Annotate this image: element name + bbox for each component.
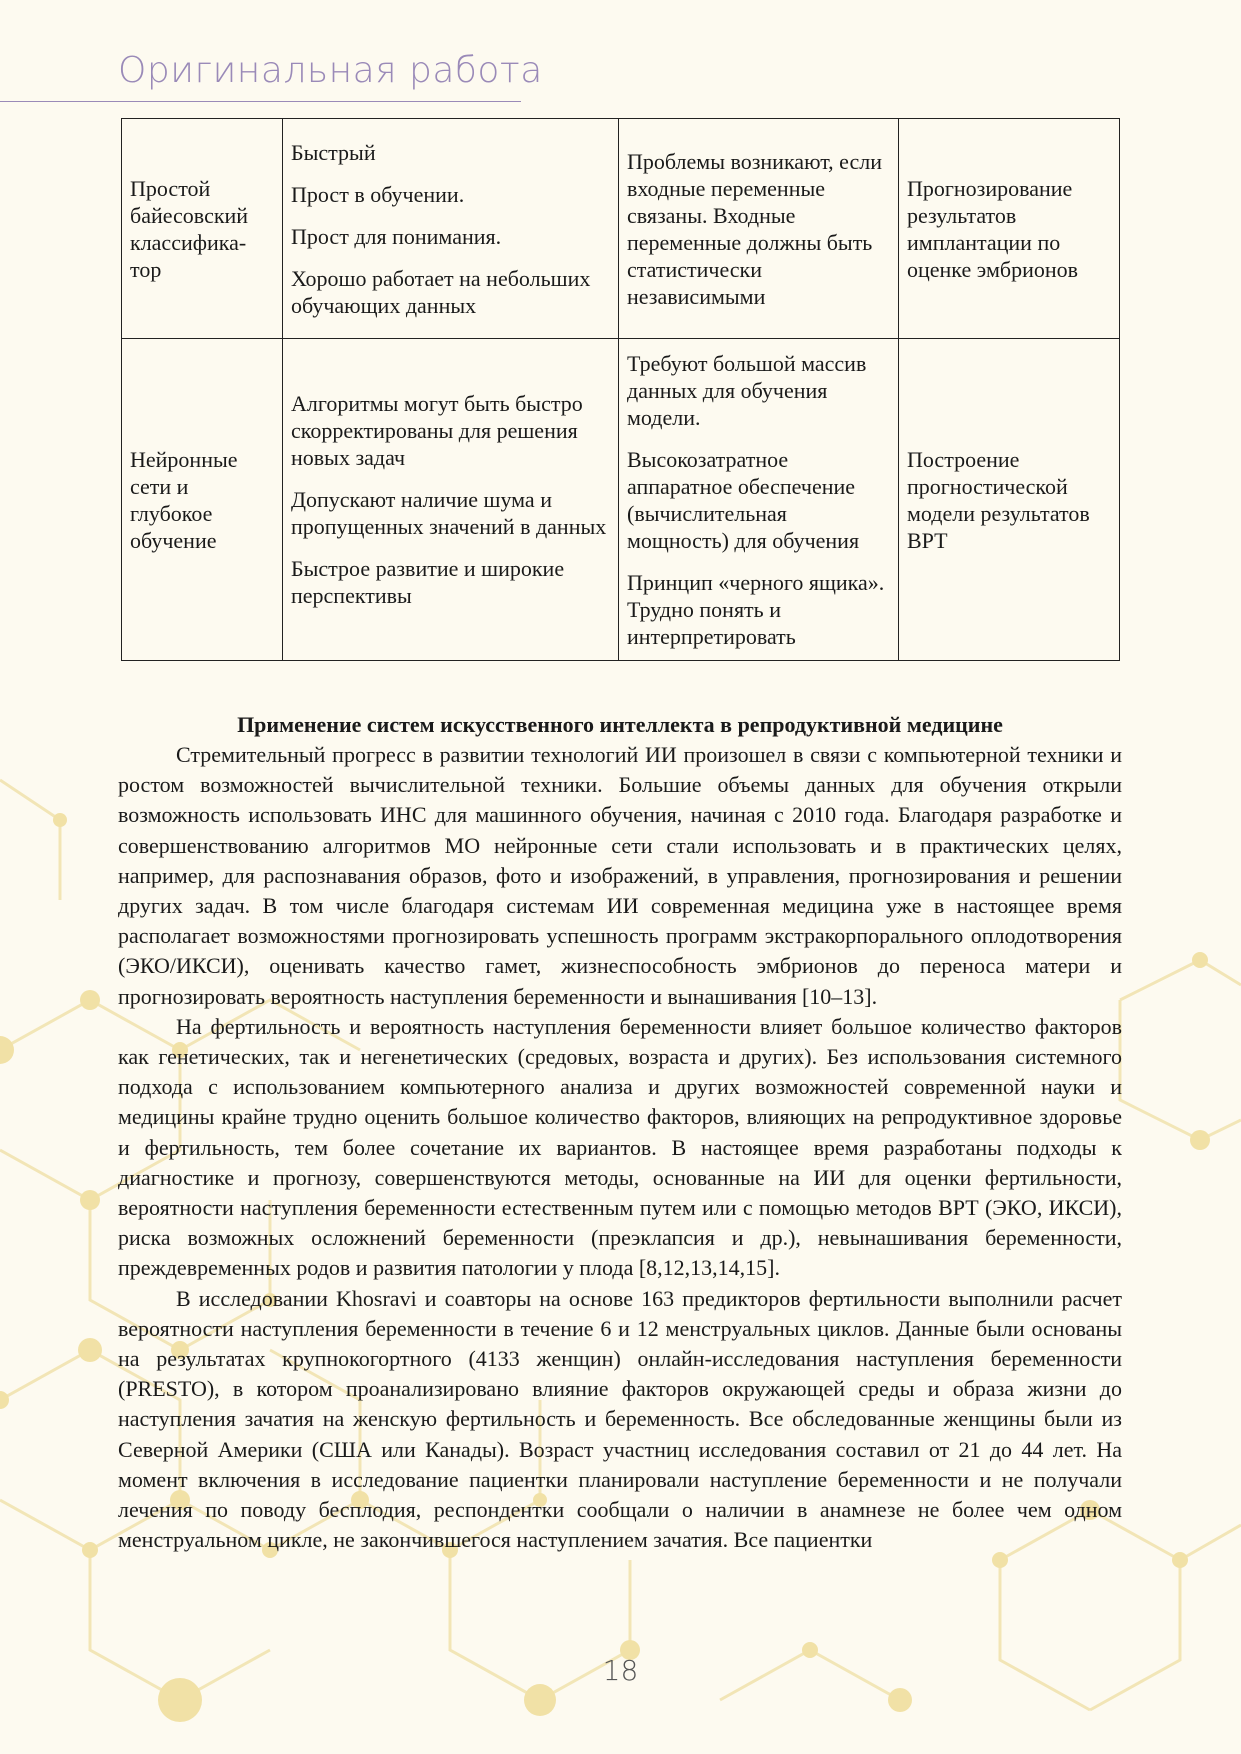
table-cell-advantages <box>283 339 619 661</box>
cell-line: Высокозатратное аппаратное обеспечение (вычислительная мощность) для обучения <box>627 446 860 553</box>
header-divider <box>0 101 521 102</box>
cell-line: Проблемы возникают, если входные переменные связаны. Входные переменные должны быть статистически независимыми <box>627 148 883 309</box>
table-cell-disadvantages <box>619 339 899 661</box>
cell-line: Требуют большой массив данных для обучения модели. <box>627 350 867 430</box>
section-heading: Применение систем искусственного интеллекта в репродуктивной медицине <box>237 712 1003 737</box>
body-paragraph: В исследовании Khosravi и соавторы на основе 163 предикторов фертильности выполнили расчет вероятности наступления беременности в течение 6 и 12 менструальных циклов. Данные были основаны на результатах крупнокогортного (4133 женщин) онлайн-исследования наступления беременности (PRESTO), в котором проанализировано влияние факторов окружающей среды и образа жизни до наступления зачатия на женскую фертильность и беременность. Все обследованные женщины были из Северной Америки (США или Канады). Возраст участниц исследования составил от 21 до 44 лет. На момент включения в исследование пациентки планировали наступление беременности и не получали лечения по поводу бесплодия, респондентки сообщали о наличии в анамнезе не более чем одном менструальном цикле, не закончившегося наступлением зачатия. Все пациентки <box>118 1285 1122 1553</box>
page-number: 18 <box>602 1654 639 1687</box>
cell-line: Быстрый <box>291 139 376 165</box>
table-cell-method: Простой байесовский классифика-тор <box>122 119 283 339</box>
comparison-table <box>121 118 1120 661</box>
table-cell-method: Нейронные сети и глубокое обучение <box>122 339 283 661</box>
cell-line: Принцип «черного ящика». Трудно понять и интерпретировать <box>627 569 885 649</box>
article-section <box>118 710 1122 1555</box>
table-cell-disadvantages <box>619 119 899 339</box>
cell-line: Хорошо работает на небольших обучающих данных <box>291 265 591 318</box>
table-cell-advantages <box>283 119 619 339</box>
table-row <box>122 339 1120 661</box>
table-row <box>122 119 1120 339</box>
cell-line: Прост для понимания. <box>291 223 502 249</box>
body-paragraph: На фертильность и вероятность наступления беременности влияет большое количество факторов как генетических, так и негенетических (средовых, возраста и других). Без использования системного подхода с использованием компьютерного анализа и других возможностей современной науки и медицины крайне трудно оценить большое количество факторов, влияющих на репродуктивное здоровье и фертильность, тем более сочетание их вариантов. В настоящее время разработаны подходы к диагностике и прогнозу, совершенствуются методы, основанные на ИИ для оценки фертильности, вероятности наступления беременности естественным путем или с помощью методов ВРТ (ЭКО, ИКСИ), риска возможных осложнений беременности (преэклапсия и др.), невынашивания беременности, преждевременных родов и развития патологии у плода [8,12,13,14,15]. <box>118 1013 1122 1281</box>
cell-line: Алгоритмы могут быть быстро скорректированы для решения новых задач <box>291 391 583 470</box>
cell-line: Прост в обучении. <box>291 181 465 207</box>
cell-line: Быстрое развитие и широкие перспективы <box>291 556 565 608</box>
cell-line: Допускают наличие шума и пропущенных значений в данных <box>291 487 607 539</box>
journal-section-title: Оригинальная работа <box>118 50 543 91</box>
table-cell-application: Построение прогностической модели результатов ВРТ <box>899 339 1120 661</box>
body-paragraph: Стремительный прогресс в развитии технологий ИИ произошел в связи с компьютерной техники и ростом возможностей вычислительной техники. Большие объемы данных для обучения открыли возможность использовать ИНС для машинного обучения, начиная с 2010 года. Благодаря разработке и совершенствованию алгоритмов МО нейронные сети стали использовать и в практических целях, например, для распознавания образов, фото и изображений, в управления, прогнозирования и решении других задач. В том числе благодаря системам ИИ современная медицина уже в настоящее время располагает возможностями прогнозировать успешность программ экстракорпорального оплодотворения (ЭКО/ИКСИ), оценивать качество гамет, жизнеспособность эмбрионов до переноса матери и прогнозировать вероятность наступления беременности и вынашивания [10–13]. <box>118 742 1122 1009</box>
table-cell-application: Прогнозирование результатов имплантации по оценке эмбрионов <box>899 119 1120 339</box>
